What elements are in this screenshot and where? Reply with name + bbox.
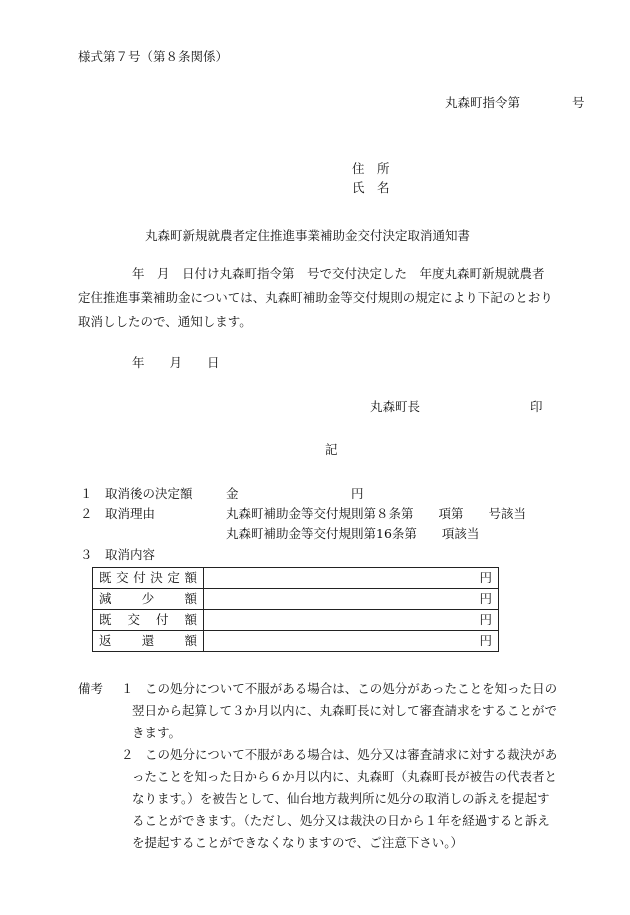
remark-1-line-2: 翌日から起算して３か月以内に、丸森町長に対して審査請求をすることがで — [132, 703, 558, 718]
item-3-number: ３ — [80, 547, 93, 562]
remark-2-line-3: なります。）を被告として、仙台地方裁判所に処分の取消しの訴えを提起す — [132, 791, 550, 806]
body-line-1: 年 月 日付け丸森町指令第 号で交付決定した 年度丸森町新規就農者 — [132, 266, 545, 281]
item-2-number: ２ — [80, 506, 93, 521]
item-2-value-1: 丸森町補助金等交付規則第８条第 項第 号該当 — [226, 506, 527, 521]
amount-unit: 円 — [204, 631, 499, 652]
body-line-3: 取消ししたので、通知します。 — [78, 314, 252, 329]
item-1-number: １ — [80, 486, 93, 501]
table-row — [93, 589, 499, 610]
item-1-label: 取消後の決定額 — [105, 486, 193, 501]
amount-unit: 円 — [204, 568, 499, 589]
remark-1-line-3: きます。 — [132, 725, 182, 740]
item-2-label: 取消理由 — [105, 506, 156, 521]
amount-label: 既交付額 — [93, 610, 204, 631]
address-label: 住 所 — [352, 161, 390, 176]
table-row — [93, 631, 499, 652]
remark-1-number: １ — [121, 681, 134, 696]
item-3-label: 取消内容 — [105, 547, 156, 562]
issuer-name: 丸森町長 — [370, 399, 421, 414]
remark-2-number: ２ — [121, 747, 134, 762]
document-reference-suffix: 号 — [572, 95, 585, 110]
name-label: 氏 名 — [352, 180, 390, 195]
remark-2-line-4: ることができます。（ただし、処分又は裁決の日から１年を経過すると訴え — [132, 813, 550, 828]
amount-unit: 円 — [204, 610, 499, 631]
amount-label: 減少額 — [93, 589, 204, 610]
remarks-label: 備考 — [78, 681, 104, 696]
remark-2-line-5: を提起することができなくなりますので、ご注意下さい。） — [132, 835, 464, 850]
cancellation-amount-table — [92, 567, 499, 652]
amount-label: 返還額 — [93, 631, 204, 652]
remark-2-line-2: ったことを知った日から６か月以内に、丸森町（丸森町長が被告の代表者と — [132, 769, 558, 784]
ki-heading: 記 — [325, 442, 338, 457]
seal-mark: 印 — [530, 399, 543, 414]
table-row — [93, 610, 499, 631]
table-row — [93, 568, 499, 589]
body-line-2: 定住推進事業補助金については、丸森町補助金等交付規則の規定により下記のとおり — [78, 290, 553, 305]
document-reference-prefix: 丸森町指令第 — [445, 95, 521, 110]
item-1-value: 金 円 — [226, 486, 364, 501]
amount-unit: 円 — [204, 589, 499, 610]
date-line: 年 月 日 — [132, 355, 220, 370]
document-title: 丸森町新規就農者定住推進事業補助金交付決定取消通知書 — [145, 228, 471, 243]
item-2-value-2: 丸森町補助金等交付規則第16条第 項該当 — [226, 526, 480, 541]
remark-1-line-1: この処分について不服がある場合は、この処分があったことを知った日の — [145, 681, 558, 696]
form-number: 様式第７号（第８条関係） — [78, 49, 229, 64]
remark-2-line-1: この処分について不服がある場合は、処分又は審査請求に対する裁決があ — [145, 747, 558, 762]
amount-label: 既交付決定額 — [93, 568, 204, 589]
